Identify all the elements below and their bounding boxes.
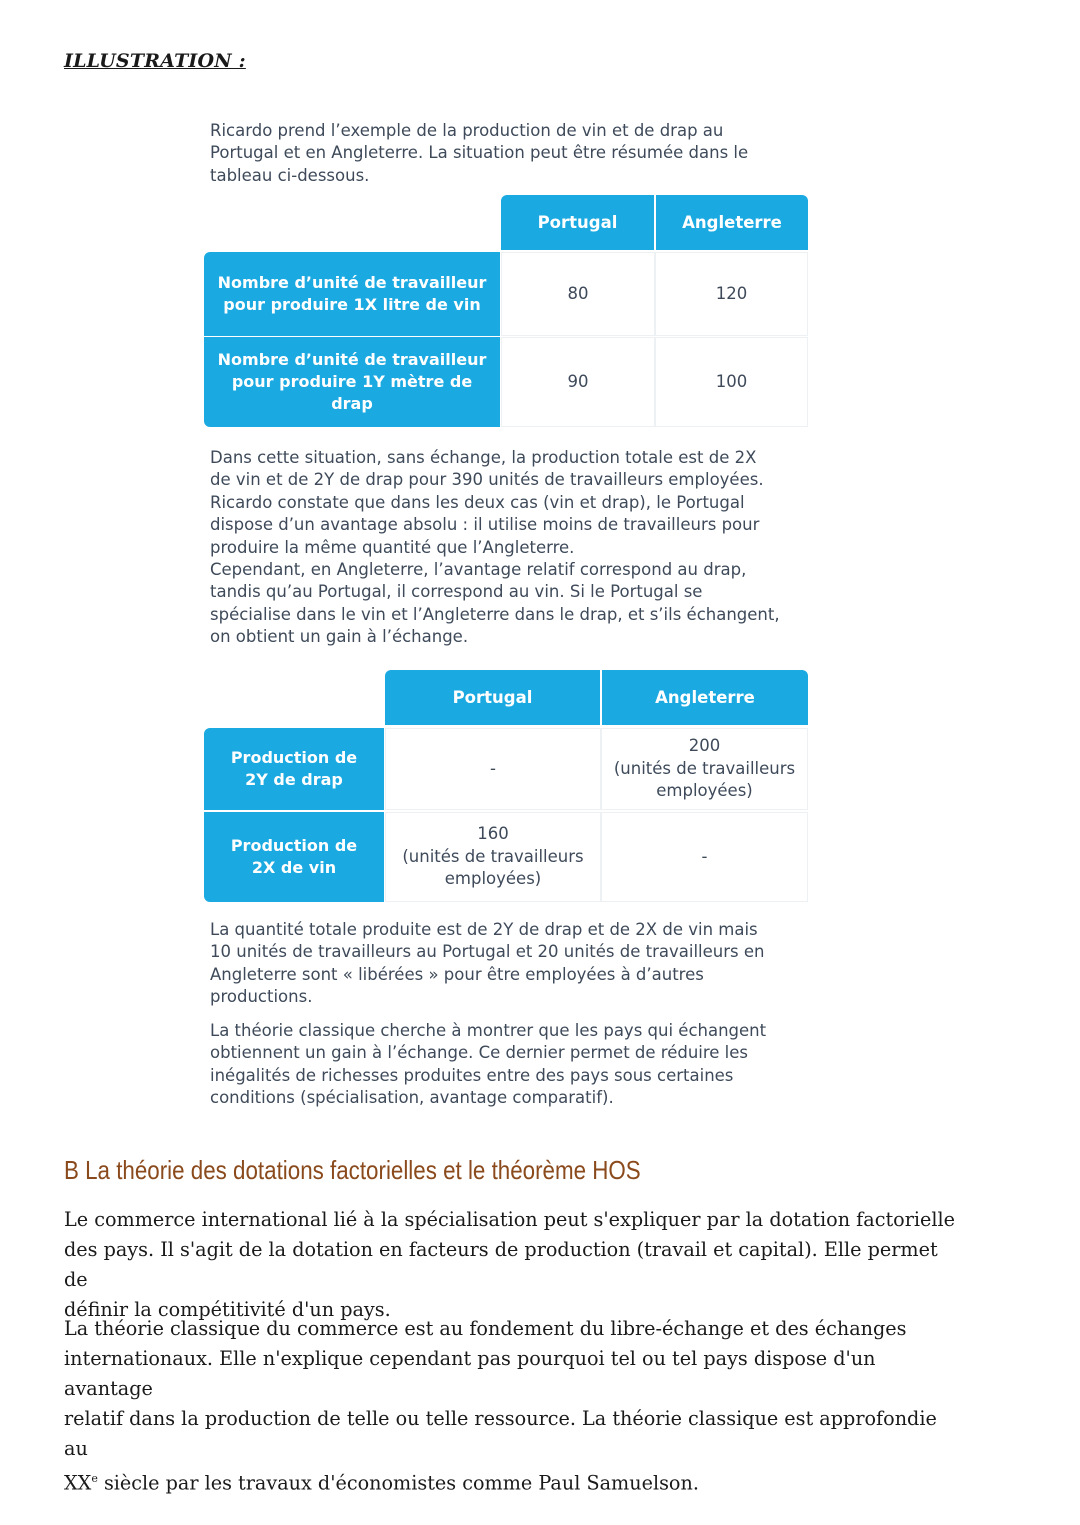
paragraph-line: internationaux. Elle n'explique cependant pas pourquoi tel ou tel pays dispose d'un avantage (64, 1347, 876, 1400)
table1-cell-angleterre-wine: 120 (655, 252, 808, 336)
table2-cell-angleterre-cloth (601, 728, 808, 810)
section-b-title: B La théorie des dotations factorielles et le théorème HOS (64, 1155, 641, 1185)
paragraph-line: Le commerce international lié à la spécialisation peut s'expliquer par la dotation factorielle (64, 1208, 956, 1231)
table1-row-label-cloth (204, 337, 500, 427)
cell-line: (unités de travailleurs (402, 846, 584, 866)
intro-line: tableau ci-dessous. (210, 165, 370, 185)
paragraph-line: définir la compétitivité d'un pays. (64, 1298, 391, 1321)
cell-line: 160 (477, 824, 509, 844)
table1-header-angleterre: Angleterre (656, 195, 808, 250)
conclusion-line: La théorie classique cherche à montrer que les pays qui échangent (210, 1021, 767, 1040)
row-label-line: pour produire 1X litre de vin (223, 295, 481, 314)
table1-cell-portugal-cloth: 90 (501, 337, 655, 427)
section-b-paragraph-2 (64, 1314, 964, 1498)
row-label-line: Nombre d’unité de travailleur (217, 273, 487, 292)
explanation-line: produire la même quantité que l’Angleterre. (210, 537, 575, 557)
century-numeral: XX (64, 1471, 92, 1495)
explanation-line: tandis qu’au Portugal, il correspond au vin. Si le Portugal se (210, 582, 703, 602)
explanation-line: Cependant, en Angleterre, l’avantage relatif correspond au drap, (210, 560, 747, 580)
intro-line: Ricardo prend l’exemple de la production de vin et de drap au (210, 121, 724, 140)
result-line: Angleterre sont « libérées » pour être employées à d’autres (210, 964, 704, 984)
result-line: La quantité totale produite est de 2Y de drap et de 2X de vin mais (210, 920, 758, 939)
table1-header-portugal: Portugal (501, 195, 654, 250)
explanation-line: Dans cette situation, sans échange, la production totale est de 2X (210, 448, 757, 467)
explanation-line: Ricardo constate que dans les deux cas (vin et drap), le Portugal (210, 492, 745, 512)
row-label-line: Nombre d’unité de travailleur (217, 350, 487, 369)
illustration-title: ILLUSTRATION : (64, 50, 246, 72)
table2-cell-portugal-cloth: - (385, 728, 601, 810)
result-paragraph (210, 919, 810, 1009)
cell-line: (unités de travailleurs (613, 758, 796, 778)
result-line: 10 unités de travailleurs au Portugal et 20 unités de travailleurs en (210, 942, 765, 962)
cell-line: employées) (444, 869, 542, 889)
table1-row-label-wine (204, 252, 500, 336)
explanation-paragraph (210, 447, 810, 649)
table2-row-label-wine (204, 812, 384, 902)
intro-line: Portugal et en Angleterre. La situation peut être résumée dans le (210, 143, 749, 163)
paragraph-line (64, 1464, 964, 1498)
table2-header-angleterre: Angleterre (602, 670, 808, 725)
conclusion-line: inégalités de richesses produites entre des pays sous certaines (210, 1065, 734, 1085)
explanation-line: de vin et de 2Y de drap pour 390 unités de travailleurs employées. (210, 470, 764, 490)
row-label-line: Production de (230, 748, 358, 767)
conclusion-paragraph (210, 1020, 810, 1110)
row-label-line: 2X de vin (251, 858, 337, 877)
row-label-line: Production de (230, 836, 358, 855)
explanation-line: on obtient un gain à l’échange. (210, 627, 469, 647)
paragraph-line: relatif dans la production de telle ou telle ressource. La théorie classique est approfondie au (64, 1407, 937, 1460)
paragraph-line-rest: siècle par les travaux d'économistes comme Paul Samuelson. (97, 1471, 699, 1495)
cell-line: 200 (688, 736, 721, 756)
table1-cell-portugal-wine: 80 (501, 252, 655, 336)
intro-paragraph (210, 120, 810, 187)
table1-cell-angleterre-cloth: 100 (655, 337, 808, 427)
cell-line: employées) (656, 781, 753, 801)
table2-row-label-cloth (204, 728, 384, 810)
explanation-line: dispose d’un avantage absolu : il utilise moins de travailleurs pour (210, 515, 760, 535)
row-label-line: pour produire 1Y mètre de drap (231, 372, 473, 413)
result-line: productions. (210, 987, 313, 1007)
table2-cell-angleterre-wine: - (601, 812, 808, 902)
table2-cell-portugal-wine (385, 812, 601, 902)
paragraph-line: des pays. Il s'agit de la dotation en facteurs de production (travail et capital). Elle permet de (64, 1238, 938, 1291)
conclusion-line: conditions (spécialisation, avantage comparatif). (210, 1088, 614, 1108)
conclusion-line: obtiennent un gain à l’échange. Ce dernier permet de réduire les (210, 1043, 749, 1063)
century-superscript: e (91, 1472, 98, 1485)
paragraph-line: La théorie classique du commerce est au fondement du libre-échange et des échanges (64, 1317, 907, 1340)
explanation-line: spécialise dans le vin et l’Angleterre dans le drap, et s’ils échangent, (210, 604, 780, 624)
section-b-paragraph-1 (64, 1205, 964, 1325)
table2-header-portugal: Portugal (385, 670, 600, 725)
row-label-line: 2Y de drap (245, 770, 343, 789)
